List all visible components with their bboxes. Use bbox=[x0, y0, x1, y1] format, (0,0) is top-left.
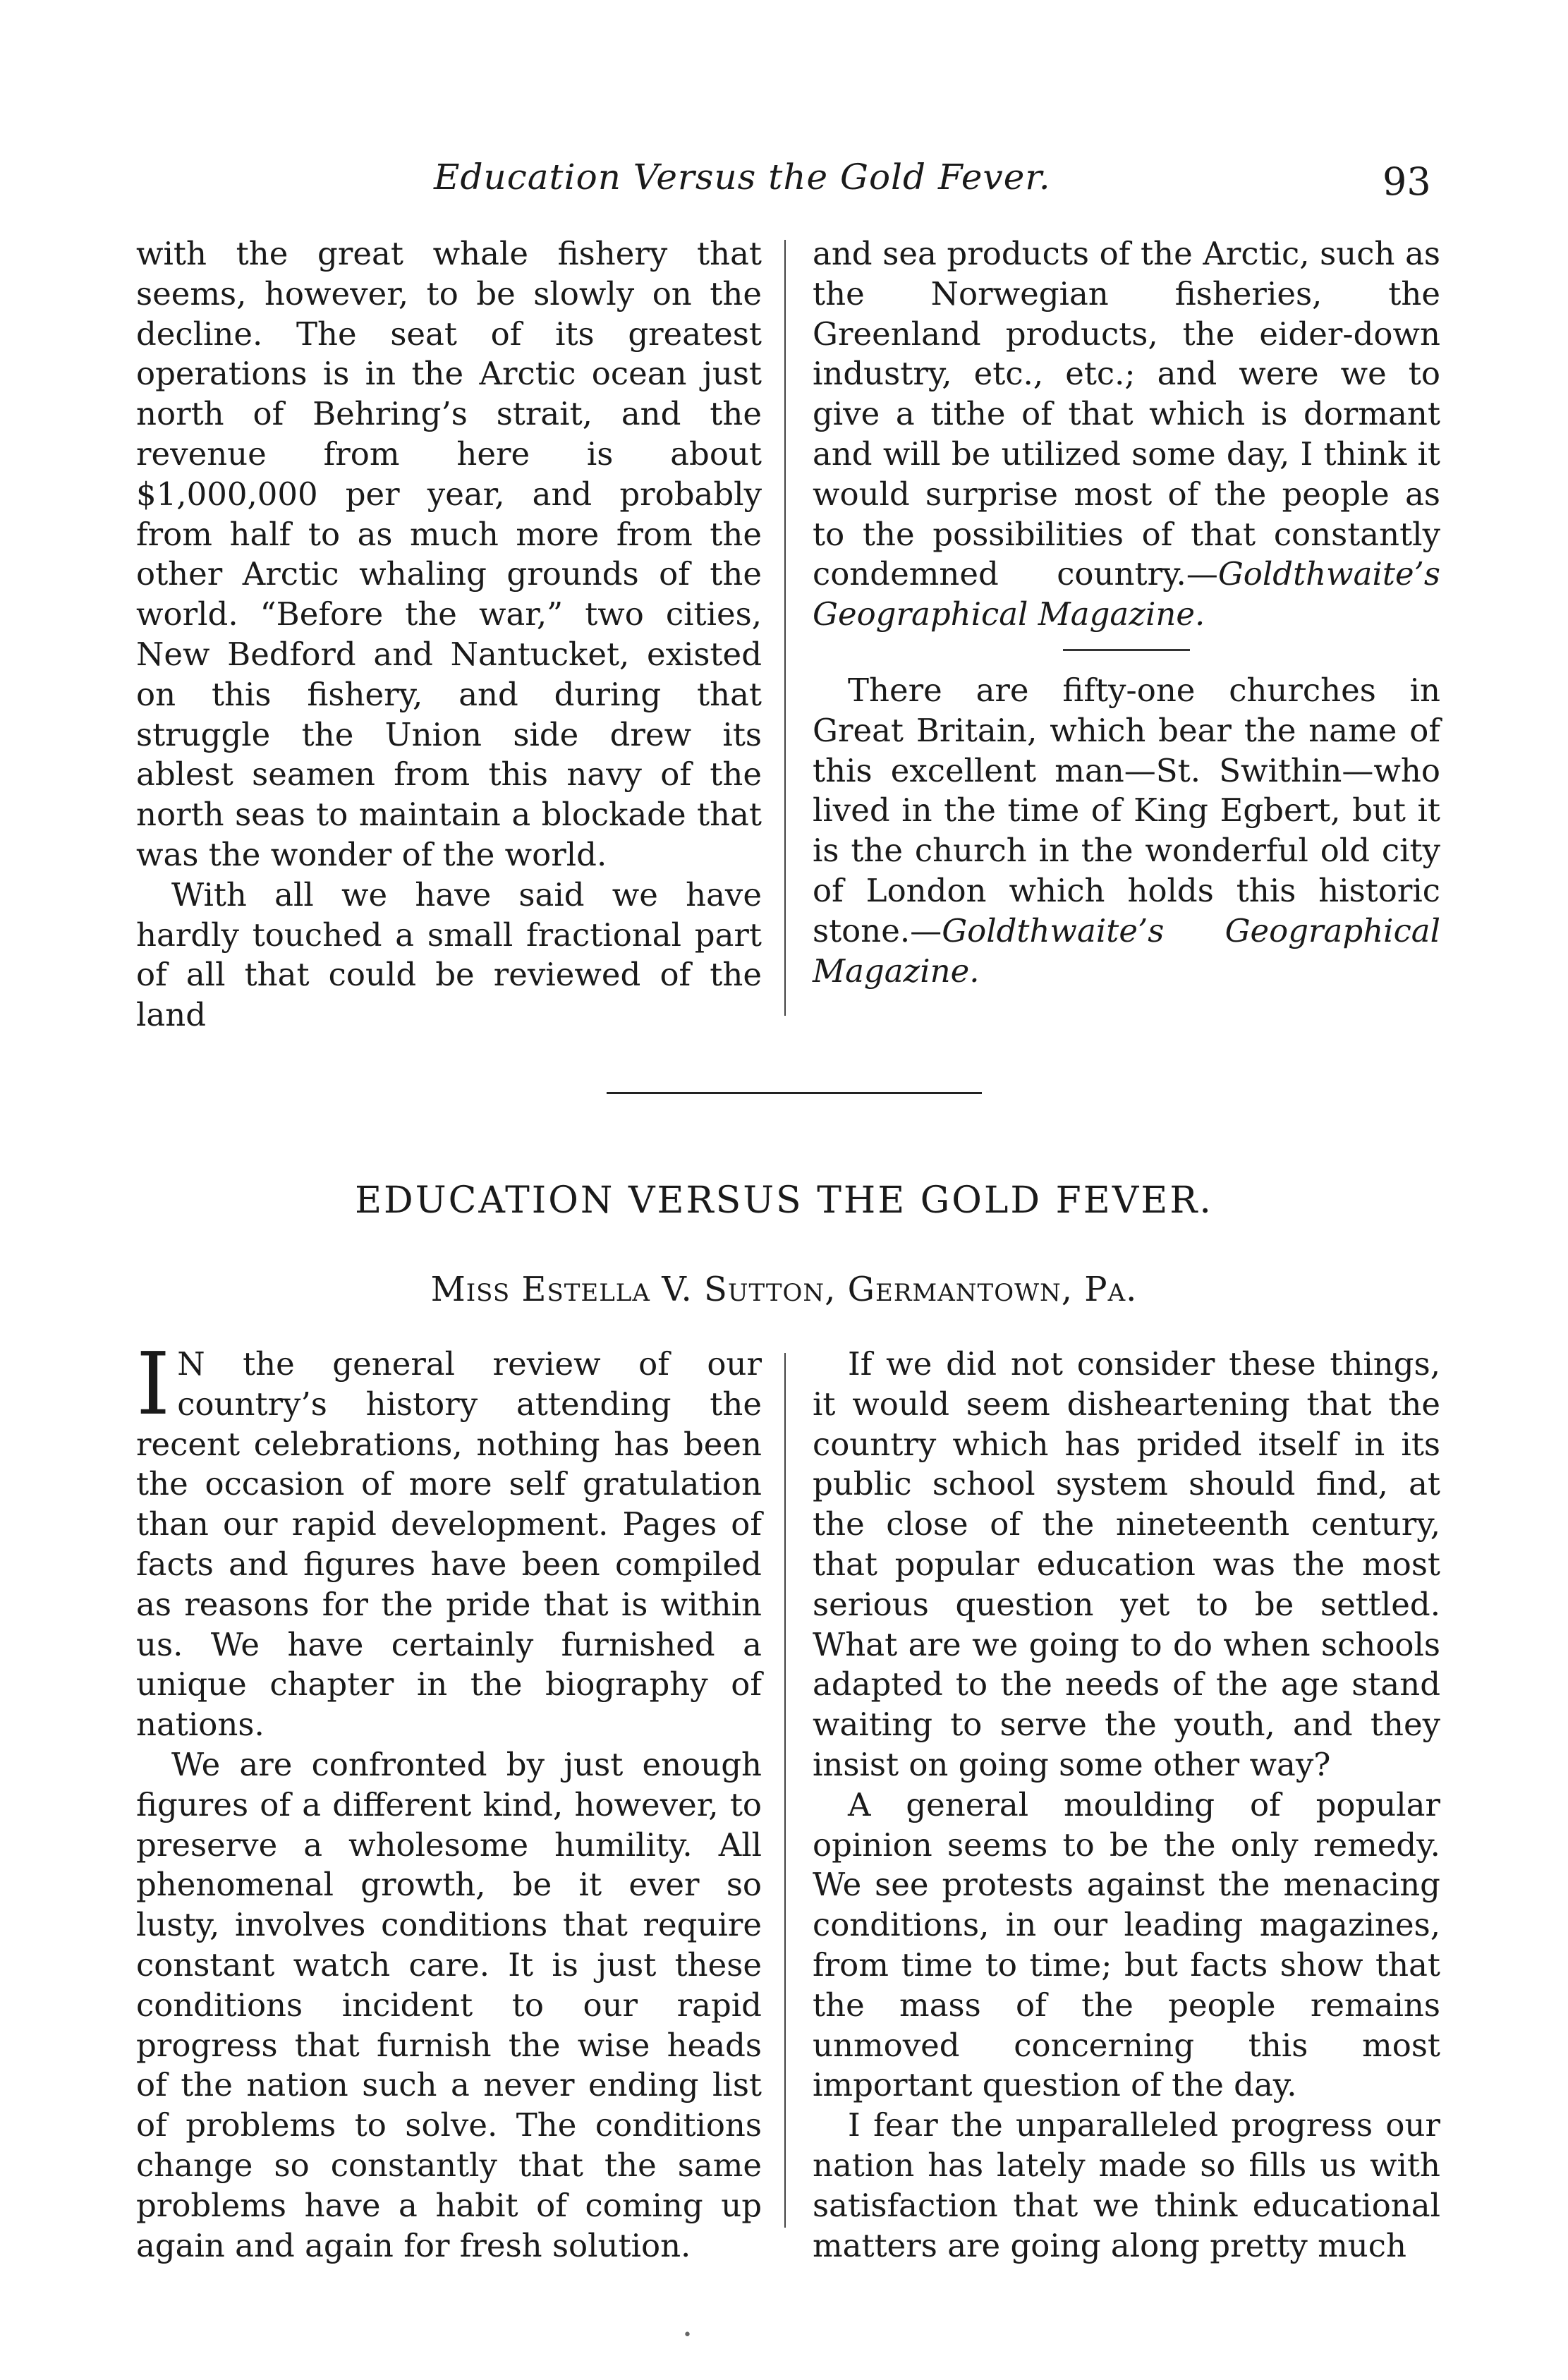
article-right-column bbox=[813, 1344, 1440, 2266]
continuation-right-column bbox=[813, 234, 1440, 991]
column-divider bbox=[784, 240, 786, 1016]
continuation-left-column bbox=[136, 234, 762, 1036]
continuation-paragraph: With all we have said we have hardly touched a small fractional part of all that could be reviewed of the land bbox=[136, 875, 762, 1034]
page-header bbox=[0, 157, 1568, 206]
source-citation: Goldthwaite’s Geographical Magazine. bbox=[813, 911, 1440, 990]
note-text: There are fifty-one churches in Great Britain, which bear the name of this excellent man—St. Swithin—who lived in the time of King Egbert, but it is the church in the wonderful old city of London which holds this historic stone.— bbox=[813, 671, 1440, 949]
running-title: Education Versus the Gold Fever. bbox=[434, 157, 1051, 198]
page-mark: • bbox=[683, 2326, 692, 2344]
column-divider bbox=[784, 1353, 786, 2228]
note-paragraph bbox=[813, 671, 1440, 991]
article-byline: Miss Estella V. Sutton, Germantown, Pa. bbox=[430, 1270, 1138, 1309]
article-left-column bbox=[136, 1334, 762, 2266]
article-opening-text: N the general review of our country’s history attending the recent celebrations, nothing has been the occasion of more self gratulation than our rapid development. Pages of facts and figures have been compiled as reasons for the pride that is within us. We have certainly furnished a unique chapter in the biography of nations. bbox=[136, 1345, 762, 1744]
article-paragraph: If we did not consider these things, it would seem disheartening that the country which has prided itself in its public school system should find, at the close of the nineteenth century, that popular education was the most serious question yet to be settled. What are we going to do when schools adapted to the needs of the age stand waiting to serve the youth, and they insist on going some other way? bbox=[813, 1345, 1440, 1783]
continuation-text: and sea products of the Arctic, such as the Norwegian fisheries, the Greenland products, the eider-down industry, etc., etc.; and were we to give a tithe of that which is dormant and will be utilized some day, I think it would surprise most of the people as to the possibilities of that constantly condemned country.— bbox=[813, 235, 1440, 593]
page-number: 93 bbox=[1382, 159, 1431, 204]
source-citation: Goldthwaite’s Geographical Magazine. bbox=[813, 555, 1440, 633]
drop-cap: I bbox=[136, 1334, 171, 1434]
article-paragraph: We are confronted by just enough figures of a different kind, however, to preserve a wholesome humility. All phenomenal growth, be it ever so lusty, involves conditions that require constant watch care. It is just these conditions incident to our rapid progress that furnish the wise heads of the nation such a never ending list of problems to solve. The conditions change so constantly that the same problems have a habit of coming up again and again for fresh solution. bbox=[136, 1745, 762, 2264]
article-paragraph: I fear the unparalleled progress our nation has lately made so fills us with satisfaction that we think educational matters are going along pretty much bbox=[813, 2106, 1440, 2264]
article-paragraph bbox=[136, 1334, 762, 1745]
continuation-paragraph bbox=[813, 234, 1440, 635]
article-title: EDUCATION VERSUS THE GOLD FEVER. bbox=[355, 1179, 1213, 1222]
continuation-paragraph: with the great whale fishery that seems, however, to be slowly on the decline. The seat of its greatest operations is in the Arctic ocean just north of Behring’s strait, and the revenue from here is about $1,000,000 per year, and probably from half to as much more from the other Arctic whaling grounds of the world. “Before the war,” two cities, New Bedford and Nantucket, existed on this fishery, and during that struggle the Union side drew its ablest seamen from this navy of the north seas to maintain a blockade that was the wonder of the world. bbox=[136, 235, 762, 873]
section-divider bbox=[1063, 649, 1190, 651]
article-paragraph: A general moulding of popular opinion seems to be the only remedy. We see protests against the menacing conditions, in our leading magazines, from time to time; but facts show that the mass of the people remains unmoved concerning this most important question of the day. bbox=[813, 1785, 1440, 2104]
article-separator bbox=[607, 1092, 982, 1094]
